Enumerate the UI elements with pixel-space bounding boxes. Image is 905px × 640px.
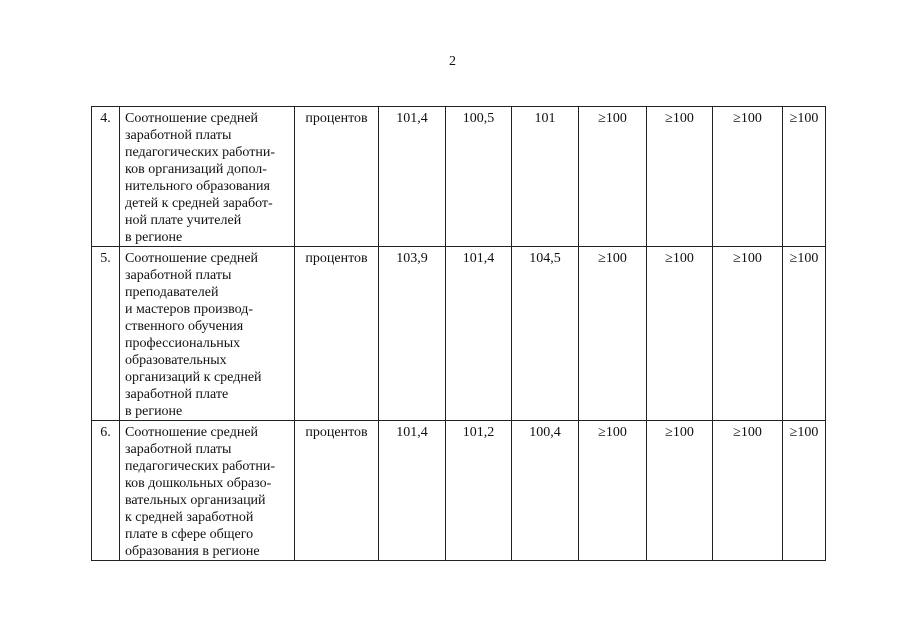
value-cell: ≥100 [713, 421, 783, 561]
value-cell: 101 [512, 107, 579, 247]
table-body [92, 107, 826, 561]
indicator-name-line: детей к средней заработ- [125, 196, 273, 211]
row-number-cell: 4. [92, 107, 120, 247]
value-cell: 100,4 [512, 421, 579, 561]
indicator-table-container [91, 106, 826, 561]
value-cell: ≥100 [647, 247, 713, 421]
value-cell: ≥100 [579, 421, 647, 561]
table-row [92, 247, 826, 421]
value-cell: ≥100 [783, 107, 826, 247]
indicator-name-line: и мастеров производ- [125, 302, 254, 317]
indicator-name-line: образования в регионе [125, 544, 260, 559]
indicator-name-cell [120, 107, 295, 247]
indicator-name-cell [120, 421, 295, 561]
value-cell: 101,2 [446, 421, 512, 561]
table-row [92, 107, 826, 247]
indicator-name-line: заработной платы [125, 442, 232, 457]
value-cell: ≥100 [713, 107, 783, 247]
indicator-name-cell [120, 247, 295, 421]
indicator-name-line: в регионе [125, 230, 183, 245]
indicator-name-line: педагогических работни- [125, 459, 276, 474]
indicator-name-line: образовательных [125, 353, 227, 368]
value-cell: 103,9 [379, 247, 446, 421]
unit-cell: процентов [295, 247, 379, 421]
indicator-name-line: ственного обучения [125, 319, 244, 334]
indicator-name-line: преподавателей [125, 285, 219, 300]
table-row [92, 421, 826, 561]
value-cell: 100,5 [446, 107, 512, 247]
value-cell: 101,4 [379, 421, 446, 561]
indicator-name-line: в регионе [125, 404, 183, 419]
indicator-name-line: Соотношение средней [125, 425, 259, 440]
value-cell: 101,4 [379, 107, 446, 247]
indicator-name-line: педагогических работни- [125, 145, 276, 160]
unit-cell: процентов [295, 421, 379, 561]
indicator-name-line: заработной плате [125, 387, 229, 402]
value-cell: ≥100 [579, 107, 647, 247]
indicator-name-line: заработной платы [125, 128, 232, 143]
value-cell: ≥100 [647, 107, 713, 247]
indicator-name-line: Соотношение средней [125, 111, 259, 126]
row-number-cell: 6. [92, 421, 120, 561]
page-number: 2 [449, 54, 456, 69]
unit-cell: процентов [295, 107, 379, 247]
indicator-name-line: заработной платы [125, 268, 232, 283]
value-cell: ≥100 [579, 247, 647, 421]
row-number-cell: 5. [92, 247, 120, 421]
indicator-name-line: ков организаций допол- [125, 162, 267, 177]
indicator-table [91, 106, 826, 561]
value-cell: 104,5 [512, 247, 579, 421]
indicator-name-line: профессиональных [125, 336, 241, 351]
indicator-name-line: ной плате учителей [125, 213, 242, 228]
indicator-name-line: вательных организаций [125, 493, 266, 508]
indicator-name-line: организаций к средней [125, 370, 262, 385]
value-cell: ≥100 [647, 421, 713, 561]
value-cell: ≥100 [713, 247, 783, 421]
value-cell: ≥100 [783, 247, 826, 421]
indicator-name-line: ков дошкольных образо- [125, 476, 272, 491]
indicator-name-line: плате в сфере общего [125, 527, 254, 542]
value-cell: 101,4 [446, 247, 512, 421]
indicator-name-line: Соотношение средней [125, 251, 259, 266]
indicator-name-line: к средней заработной [125, 510, 254, 525]
value-cell: ≥100 [783, 421, 826, 561]
indicator-name-line: нительного образования [125, 179, 270, 194]
